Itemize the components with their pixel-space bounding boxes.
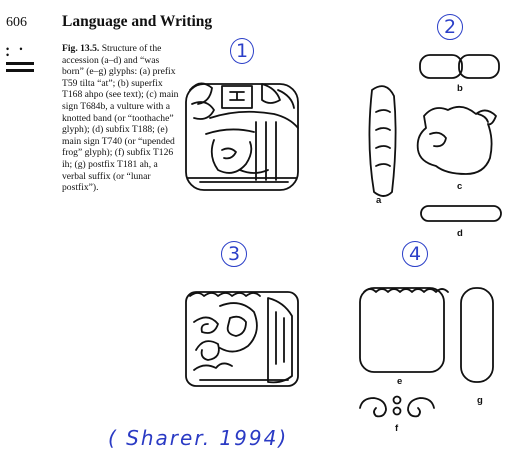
glyph-e-main-sign xyxy=(360,288,448,372)
glyph-label-c: c xyxy=(457,181,463,192)
annotation-number-4: 4 xyxy=(409,243,421,265)
glyph-f-subfix xyxy=(360,397,434,417)
glyph-label-f: f xyxy=(395,423,399,434)
glyph-c-main-sign xyxy=(418,107,496,174)
page-number: 606 xyxy=(6,15,27,30)
caption-text: Structure of the accession (a–d) and “was born” (e–g) glyphs: (a) prefix T59 tilta “at”; (b) superfix T168 ahpo (see text); (c) main sign T684b, a vulture with a knotted band (or “toothache” glyph); (d) subfix T188; (e) main sign T740 (or “upended frog” glyph); (f) subfix T126 ih; (g) postfix T181 ah, a verbal suffix (or “lunar postfix”). xyxy=(62,43,179,194)
figure-label: Fig. 13.5. xyxy=(62,43,100,54)
glyph-d-subfix xyxy=(421,206,501,221)
accession-glyph-compound xyxy=(186,83,298,190)
annotation-number-1: 1 xyxy=(236,40,248,62)
glyph-a-prefix xyxy=(369,86,395,196)
annotation-number-2: 2 xyxy=(444,16,456,38)
running-head: Language and Writing xyxy=(62,13,213,30)
handwritten-citation: ( Sharer. 1994) xyxy=(108,426,289,450)
was-born-glyph-compound xyxy=(186,292,298,386)
glyph-label-a: a xyxy=(376,195,382,206)
glyph-g-postfix xyxy=(461,288,493,382)
section-marker-icon: • • • xyxy=(6,46,34,72)
annotation-number-3: 3 xyxy=(228,243,240,265)
glyph-label-d: d xyxy=(457,228,463,239)
glyph-label-e: e xyxy=(397,376,403,387)
glyph-b-superfix xyxy=(420,55,499,78)
glyph-label-b: b xyxy=(457,83,463,94)
glyph-label-g: g xyxy=(477,395,483,406)
